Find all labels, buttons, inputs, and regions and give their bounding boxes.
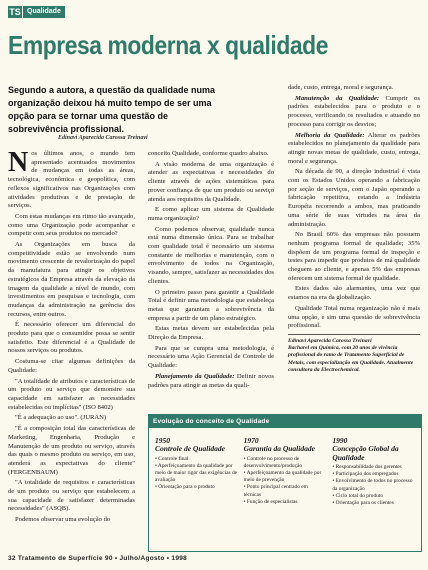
paragraph: Qualidade Total numa organização não é mais uma opção, e sim uma questão de sobrevivência profissional. bbox=[288, 304, 420, 330]
article-byline: Edinavi Aparecida Carossa Treinavi bbox=[58, 135, 148, 141]
evolution-stage-name: Controle de Qualidade bbox=[155, 444, 226, 453]
paragraph: No Brasil 60% das empresas não possuem nenhum programa formal de qualidade; 35% dispõem de um programa formal de inspeção e testes para impedir que produtos de má qualidade cheguem ao cliente, e apenas 5% das empresas oferecem um sistema formal de qualidade. bbox=[288, 231, 420, 282]
evolution-column bbox=[241, 436, 330, 507]
definition-quote: "É a composição total das características de Marketing, Engenharia, Produção e Manutenção de um produto ou serviço, através das quais o mesmo produto ou serviço, em uso, atenderá as expectativas do cliente" (FERGENBAUM) bbox=[8, 425, 135, 476]
evolution-item: • Função de especialistas bbox=[243, 498, 298, 505]
paragraph: O primeiro passo para garantir a Qualidade Total é definir uma metodologia que estabeleça metas que garantam a sobrevivência da empresa a partir de um plano estratégico. bbox=[148, 288, 274, 322]
evolution-item: • Orientação para o produto bbox=[155, 484, 215, 491]
term-maintenance: Manutenção da Qualidade: bbox=[295, 94, 380, 102]
paragraph: Na década de 90, a direção industrial é vista com os Estados Unidos operando a fabricação por seção de serviços, com o Japão operando a fabricação repetitiva, estando a indústria Européia recorrendo a ambos, mas praticando uma série de suas virtudes na área da administração. bbox=[288, 168, 420, 228]
paragraph-text: Alterar os padrões estabelecidos no planejamento da qualidade para atingir novas metas de qualidade, custo, entrega, moral e segurança. bbox=[288, 131, 420, 165]
paragraph: A visão moderna de uma organização é atender as expectativas e necessidades do cliente através de ações sistemáticas para prover confiança de que um produto ou serviço atenda aos requisitos da Qualidade. bbox=[148, 160, 274, 203]
paragraph: E como aplicar um sistema de Qualidade numa organização? bbox=[148, 206, 274, 222]
evolution-box bbox=[148, 414, 422, 552]
paragraph: As Organizações em busca da competitividade estão se envolvendo num movimento crescente de revalorização do papel da manufatura para atingir os objetivos estratégicos da Empresa através da elevação da imagem da qualidade a nível de mundo, com investimentos em pesquisas e tecnologia, com mudanças da administração na gerência dos recursos, entre outros. bbox=[8, 241, 135, 318]
paragraph: Costuma-se citar algumas definições da Qualidade: bbox=[8, 358, 135, 374]
evolution-column bbox=[152, 436, 241, 507]
evolution-item: • Envolvimento de todos no processo da organização bbox=[332, 478, 413, 492]
definition-quote: "É a adequação ao uso". (JURAN) bbox=[15, 414, 107, 422]
evolution-item: • Aperfeiçoamento da qualidade por meio de prevenção bbox=[243, 469, 322, 484]
paragraph: Para que se cumpra uma metodologia, é necessário uma Ação Gerencial de Controle de Qualidade: bbox=[148, 344, 274, 370]
evolution-item: • Ponto principal centrado em técnicas bbox=[243, 484, 308, 498]
divider bbox=[288, 334, 420, 335]
evolution-year: 1950 bbox=[155, 436, 170, 445]
evolution-item: • Controle final bbox=[155, 455, 189, 462]
evolution-year: 1970 bbox=[243, 436, 259, 445]
paragraph: Estes dados são alarmantes, uma vez que estamos na era da globalização. bbox=[288, 285, 420, 302]
section-header bbox=[8, 5, 65, 19]
paragraph bbox=[288, 95, 420, 130]
author-bio bbox=[288, 338, 420, 374]
magazine-logo: TS bbox=[9, 7, 21, 17]
paragraph-text: Definir novos padrões para atingir as metas da quali- bbox=[148, 372, 274, 389]
paragraph: Com estas mudanças em ritmo tão avançado, como uma Organização pode acompanhar e competir com seus produtos no mercado? bbox=[8, 212, 135, 238]
text-column-1 bbox=[8, 147, 135, 527]
paragraph-text: os últimos anos, o mundo tem apresentado acentuados movimentos de mudanças em todas as áreas, tecnológica, econômica e geopolítica, com reflexos significativos nas Organizações com atividades produtivas e de prestação de serviços. bbox=[8, 150, 135, 210]
evolution-year: 1990 bbox=[332, 436, 348, 445]
drop-cap: N bbox=[8, 147, 29, 178]
evolution-item: • Aperfeiçoamento da qualidade por meio de maior rigor das exigências de avaliação bbox=[155, 462, 238, 484]
evolution-item: • Ciclo total do produto bbox=[332, 492, 384, 499]
term-improvement: Melhoria da Qualidade: bbox=[295, 131, 365, 139]
definition-quote: "A totalidade de requisitos e características de um produto ou serviço que estabelecem a sua capacidade de satisfazer determinadas necessidades" (ASQB). bbox=[8, 479, 135, 513]
paragraph: Podemos observar uma evolução do bbox=[15, 516, 111, 524]
section-label: Qualidade bbox=[23, 6, 65, 18]
paragraph: dade, custo, entrega, moral e segurança. bbox=[288, 84, 394, 91]
text-column-2 bbox=[148, 150, 274, 392]
evolution-column bbox=[329, 436, 418, 507]
evolution-stage-name: Garantia da Qualidade bbox=[243, 444, 315, 453]
author-name: Edinavi Aparecida Carossa Treinavi bbox=[288, 337, 372, 344]
evolution-item: • Orientação para os clientes bbox=[332, 500, 394, 507]
paragraph: É necessário oferecer um diferencial do produto para que o consumidor possa se sentir satisfeito. Este diferencial é a Qualidade de nossos serviços ou produtos. bbox=[8, 321, 135, 355]
article-title: Empresa moderna x qualidade bbox=[8, 30, 329, 60]
paragraph: conceito Qualidade, conforme quadro abaixo. bbox=[148, 150, 269, 157]
author-description: Bacharel em Química, com 20 anos de vivência profissional do ramo de Tratamento Superficial de Metais, com especialização em Qualidade. Atualmente consultora da Electrochemical. bbox=[288, 345, 414, 373]
evolution-item: • Controle no processo de desenvolvimento/produção bbox=[243, 455, 303, 469]
evolution-stage-name: Concepção Global da Qualidade bbox=[332, 444, 399, 462]
paragraph-text: Cumprir os padrões estabelecidos para o produto e o processo, verificando os resultados e atuando no processo para corrigir os desvios; bbox=[288, 94, 420, 128]
term-planning: Planejamento da Qualidade: bbox=[155, 372, 235, 380]
evolution-box-title: Evolução do conceito de Qualidade bbox=[149, 415, 421, 428]
definition-quote: "A totalidade de atributos e características de um produto ou serviço que demonstre sua capacidade em satisfazer as necessidades estabelecidas ou implícitas" (ISO 8402) bbox=[8, 377, 135, 411]
paragraph: Como podemos observar, qualidade nunca está numa dimensão única. Para se trabalhar com qualidade total é necessário um sistema constante de melhorias e manutenção, com o envolvimento de todos na Organização, visando, sempre, satisfazer as necessidades dos clientes. bbox=[148, 225, 274, 285]
paragraph bbox=[8, 147, 135, 211]
paragraph bbox=[288, 132, 420, 167]
article-lead: Segundo a autora, a questão da qualidade numa organização deixou há muito tempo de ser uma opção para se tornar uma questão de sobrevivência profissional. bbox=[8, 85, 216, 134]
page-footer: 32 Tratamento de Superfície 90 • Julho/Agosto • 1998 bbox=[8, 555, 188, 562]
evolution-columns bbox=[149, 428, 421, 507]
evolution-item: • Responsabilidade dos gerentes bbox=[332, 464, 402, 470]
evolution-item: • Participação dos empregados bbox=[332, 471, 399, 478]
paragraph: Estas metas devem ser estabelecidas pela Direção da Empresa. bbox=[148, 325, 274, 342]
text-column-3 bbox=[288, 84, 420, 374]
paragraph bbox=[148, 373, 274, 390]
